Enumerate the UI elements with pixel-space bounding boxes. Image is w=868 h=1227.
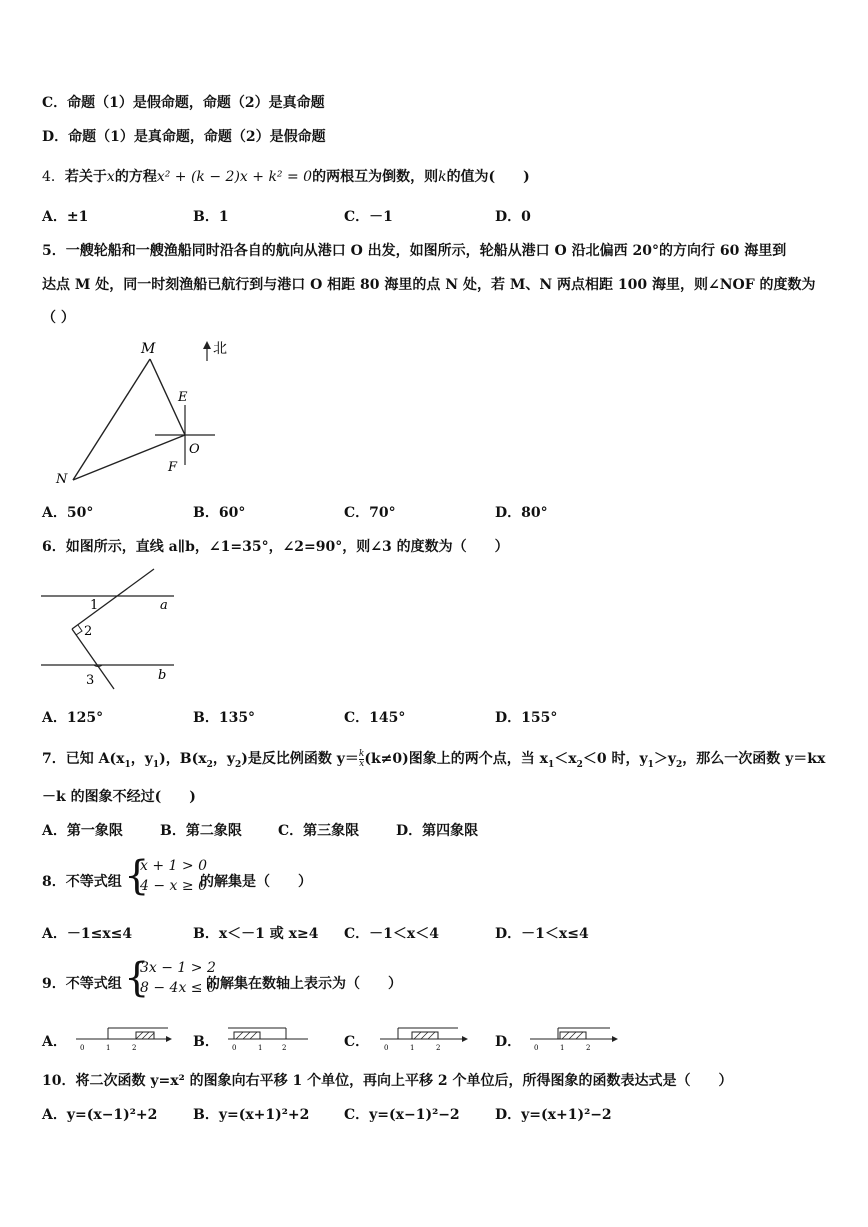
svg-text:0: 0 bbox=[384, 1044, 389, 1052]
q9-option-c-label: C． bbox=[344, 1034, 370, 1050]
q9-option-b-label: B． bbox=[193, 1034, 219, 1050]
angle-2: 2 bbox=[84, 624, 93, 639]
angle-1: 1 bbox=[90, 598, 99, 613]
q10-option-c: C．y=(x−1)²−2 bbox=[344, 1107, 460, 1123]
label-e: E bbox=[178, 390, 188, 405]
q3-option-c: C．命题（1）是假命题，命题（2）是真命题 bbox=[42, 95, 325, 111]
svg-text:0: 0 bbox=[232, 1044, 237, 1052]
q9-option-b-numberline bbox=[226, 1024, 310, 1052]
q5-option-b: B．60° bbox=[193, 505, 246, 521]
q7-option-c: C．第三象限 bbox=[278, 823, 360, 839]
q6-figure bbox=[38, 565, 188, 693]
svg-text:1: 1 bbox=[560, 1044, 565, 1052]
svg-text:0: 0 bbox=[80, 1044, 85, 1052]
q7-option-d: D．第四象限 bbox=[396, 823, 479, 839]
q8-stem-tail: 的解集是（ ） bbox=[200, 874, 312, 890]
q10-stem: 10．将二次函数 y=x² 的图象向右平移 1 个单位，再向上平移 2 个单位后，所得图象的函数表达式是（ ） bbox=[42, 1073, 733, 1089]
q6-option-c: C．145° bbox=[344, 710, 406, 726]
q10-option-a: A．y=(x−1)²+2 bbox=[42, 1107, 158, 1123]
q5-option-c: C．70° bbox=[344, 505, 396, 521]
svg-text:1: 1 bbox=[106, 1044, 111, 1052]
svg-text:1: 1 bbox=[410, 1044, 415, 1052]
q4-option-b: B．1 bbox=[193, 209, 229, 225]
q8-option-d: D．－1＜x≤4 bbox=[495, 926, 589, 942]
q7-line2: －k 的图象不经过( ) bbox=[42, 789, 196, 805]
q7-option-b: B．第二象限 bbox=[160, 823, 242, 839]
q8-option-a: A．－1≤x≤4 bbox=[42, 926, 133, 942]
svg-text:2: 2 bbox=[282, 1044, 287, 1052]
q6-option-b: B．135° bbox=[193, 710, 256, 726]
q7-line1: 7．已知 $A(x_1$，$y_1$)，$B(x_2$，$y_2$)是反比例函数 y＝ $\frac{k}{x}$ (k≠0)图象上的两个点，当 $x_1<x_2<0$ 时，$y_1>y_2$，那么一次函数 y＝kx bbox=[42, 748, 826, 770]
q6-option-d: D．155° bbox=[495, 710, 558, 726]
q10-option-b: B．y=(x+1)²+2 bbox=[193, 1107, 310, 1123]
q4-option-a: A．±1 bbox=[42, 209, 89, 225]
q9-option-d-label: D． bbox=[495, 1034, 522, 1050]
q10-option-d: D．y=(x+1)²−2 bbox=[495, 1107, 612, 1123]
q9-option-a-numberline bbox=[74, 1024, 174, 1052]
q5-line2: 达点 M 处，同一时刻渔船已航行到与港口 O 相距 80 海里的点 N 处，若 M、N 两点相距 100 海里，则∠NOF 的度数为 bbox=[42, 277, 816, 293]
q8-stem-num: 8．不等式组 bbox=[42, 874, 122, 890]
q5-line3: （ ） bbox=[42, 310, 75, 326]
svg-text:1: 1 bbox=[258, 1044, 263, 1052]
q5-option-d: D．80° bbox=[495, 505, 548, 521]
q8-option-b: B．x＜－1 或 x≥4 bbox=[193, 926, 319, 942]
q9-stem-tail: 的解集在数轴上表示为（ ） bbox=[206, 976, 402, 992]
q4-option-c: C．－1 bbox=[344, 209, 393, 225]
label-o: O bbox=[189, 442, 200, 457]
q8-brace: { bbox=[124, 853, 150, 899]
line-b-label: b bbox=[158, 668, 167, 683]
q5-figure bbox=[40, 335, 260, 495]
angle-3: 3 bbox=[86, 673, 95, 688]
q9-option-a-label: A． bbox=[42, 1034, 67, 1050]
q6-stem: 6．如图所示，直线 a∥b，∠1=35°，∠2=90°，则∠3 的度数为（ ） bbox=[42, 539, 509, 555]
q4-option-d: D．0 bbox=[495, 209, 531, 225]
q8-option-c: C．－1＜x＜4 bbox=[344, 926, 439, 942]
svg-text:2: 2 bbox=[586, 1044, 591, 1052]
svg-text:2: 2 bbox=[436, 1044, 441, 1052]
q9-stem-num: 9．不等式组 bbox=[42, 976, 122, 992]
label-north: 北 bbox=[213, 341, 227, 357]
svg-text:2: 2 bbox=[132, 1044, 137, 1052]
label-f: F bbox=[168, 460, 178, 475]
q9-option-d-numberline bbox=[528, 1024, 620, 1052]
label-m: M bbox=[141, 341, 156, 357]
svg-text:0: 0 bbox=[534, 1044, 539, 1052]
label-n: N bbox=[56, 472, 68, 487]
q9-brace: { bbox=[124, 955, 150, 1001]
q9-system: 3x − 1 > 2 8 − 4x ≤ 0 bbox=[140, 960, 216, 996]
line-a-label: a bbox=[160, 598, 168, 613]
q6-option-a: A．125° bbox=[42, 710, 104, 726]
q8-system: x + 1 > 0 4 − x ≥ 0 bbox=[140, 858, 207, 894]
q5-option-a: A．50° bbox=[42, 505, 94, 521]
q3-option-d: D．命题（1）是真命题，命题（2）是假命题 bbox=[42, 129, 326, 145]
q9-option-c-numberline bbox=[378, 1024, 470, 1052]
q7-option-a: A．第一象限 bbox=[42, 823, 123, 839]
q5-line1: 5．一艘轮船和一艘渔船同时沿各自的航向从港口 O 出发，如图所示，轮船从港口 O 沿北偏西 20°的方向行 60 海里到 bbox=[42, 243, 787, 259]
q4-stem: 4．若关于x的方程x² + (k − 2)x + k² = 0的两根互为倒数，则k的值为( ) bbox=[42, 169, 530, 185]
